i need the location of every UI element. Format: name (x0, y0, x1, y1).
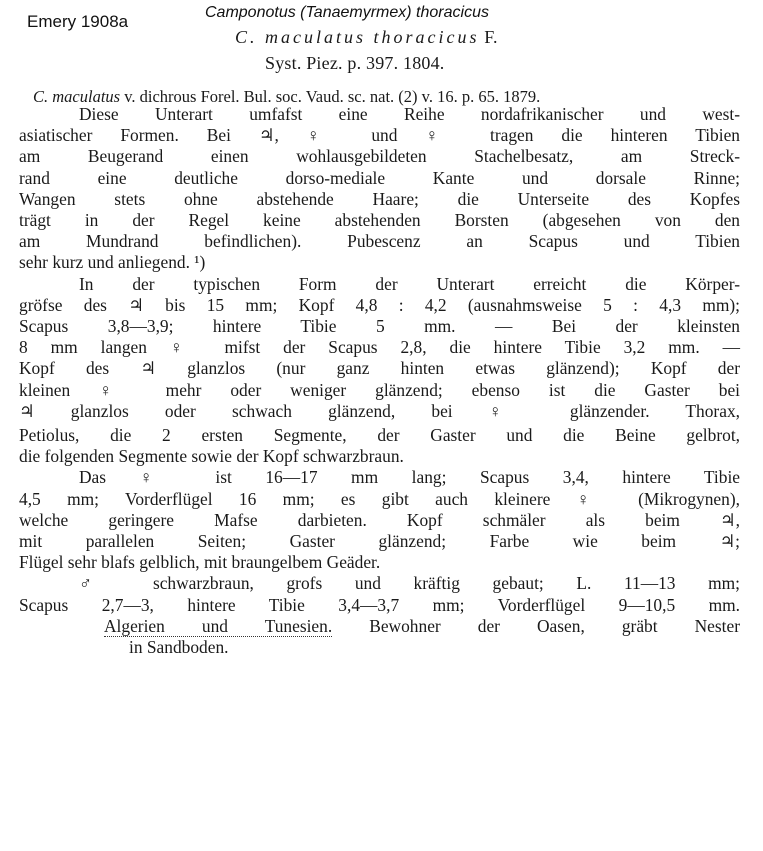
header-species-name: C. maculatus thoracicus (235, 27, 480, 47)
text-line: Petiolus, die 2 ersten Segmente, der Gaster und die Beine gelbrot, (19, 425, 740, 446)
text-line: Kopf des ♃ glanzlos (nur ganz hinten etwas glänzend); Kopf der (19, 358, 740, 379)
synonym-species: C. maculatus (33, 87, 121, 106)
text-line: ♃ glanzlos oder schwach glänzend, bei ♀ glänzender. Thorax, (19, 400, 740, 421)
text-line: sehr kurz und anliegend. ¹) (19, 252, 206, 273)
header-species-line (235, 27, 498, 48)
text-line: in Sandboden. (129, 637, 229, 658)
body-text (19, 104, 740, 658)
text-line: 8 mm langen ♀ mifst der Scapus 2,8, die hintere Tibie 3,2 mm. — (19, 337, 740, 358)
text-line: ♂ schwarzbraun, grofs und kräftig gebaut; L. 11—13 mm; (79, 573, 740, 594)
text-line: rand eine deutliche dorso-mediale Kante und dorsale Rinne; (19, 167, 740, 188)
text-line: am Beugerand einen wohlausgebildeten Stachelbesatz, am Streck- (19, 146, 740, 167)
text-line-locality (19, 616, 740, 637)
text-line: am Mundrand befindlichen). Pubescenz an Scapus und Tibien (19, 231, 740, 252)
text-line: Scapus 3,8—3,9; hintere Tibie 5 mm. — Bei der kleinsten (19, 316, 740, 337)
header-citation: Syst. Piez. p. 397. 1804. (265, 53, 445, 73)
synonym-citation: v. dichrous Forel. Bul. soc. Vaud. sc. nat. (2) v. 16. p. 65. 1879. (124, 87, 541, 106)
text-line: welche geringere Mafse darbieten. Kopf schmäler als beim ♃, (19, 509, 740, 530)
text-line: 4,5 mm; Vorderflügel 16 mm; es gibt auch kleinere ♀ (Mikrogynen), (19, 488, 740, 509)
text-line: gröfse des ♃ bis 15 mm; Kopf 4,8 : 4,2 (ausnahmsweise 5 : 4,3 mm); (19, 294, 740, 315)
text-line: mit parallelen Seiten; Gaster glänzend; Farbe wie beim ♃; (19, 531, 740, 552)
text-line: die folgenden Segmente sowie der Kopf schwarzbraun. (19, 446, 404, 467)
text-line: Wangen stets ohne abstehende Haare; die Unterseite des Kopfes (19, 188, 740, 209)
text-line: Flügel sehr blafs gelblich, mit braungelbem Geäder. (19, 552, 381, 573)
text-line: Scapus 2,7—3, hintere Tibie 3,4—3,7 mm; Vorderflügel 9—10,5 mm. (19, 594, 740, 615)
locality: Algerien und Tunesien. (104, 615, 333, 636)
text-line: In der typischen Form der Unterart erreicht die Körper- (79, 273, 740, 294)
source-label: Emery 1908a (27, 12, 129, 31)
text-line: Das ♀ ist 16—17 mm lang; Scapus 3,4, hintere Tibie (79, 467, 740, 488)
page-title: Camponotus (Tanaemyrmex) thoracicus (205, 4, 489, 21)
header-author: F. (484, 27, 498, 47)
habitat-text: Bewohner der Oasen, gräbt Nester (369, 615, 740, 636)
text-line: Diese Unterart umfafst eine Reihe nordafrikanischer und west- (79, 104, 740, 124)
text-line: trägt in der Regel keine abstehenden Borsten (abgesehen von den (19, 210, 740, 231)
text-line: kleinen ♀ mehr oder weniger glänzend; ebenso ist die Gaster bei (19, 379, 740, 400)
text-line: asiatischer Formen. Bei ♃, ♀ und ♀ tragen die hinteren Tibien (19, 125, 740, 146)
